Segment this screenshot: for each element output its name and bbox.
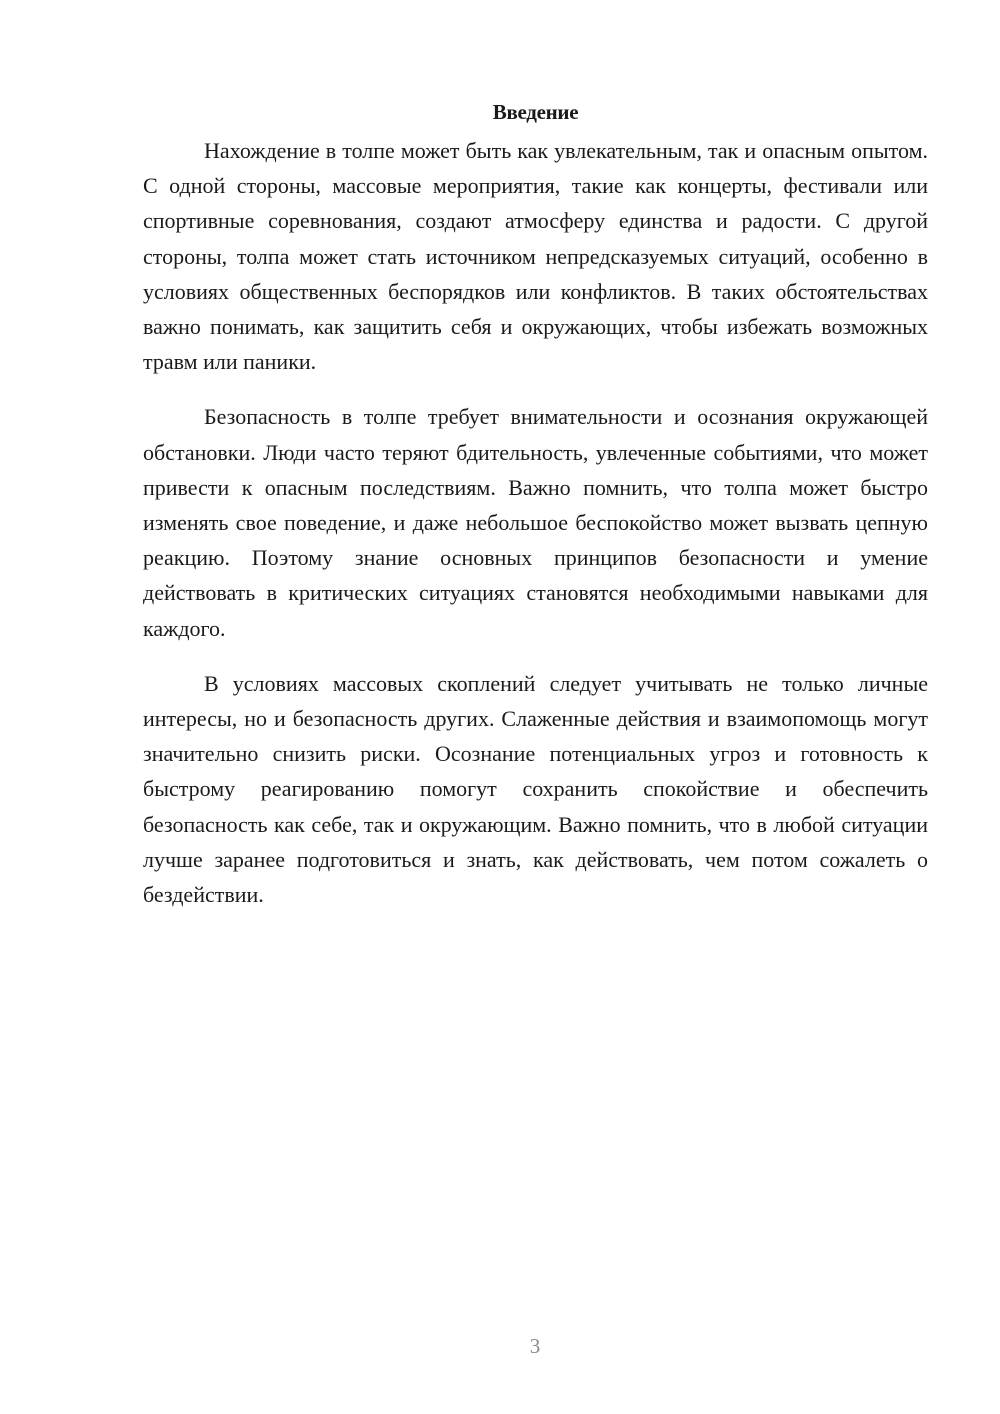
paragraph-1: Нахождение в толпе может быть как увлекательным, так и опасным опытом. С одной стороны, массовые мероприятия, такие как концерты, фестивали или спортивные соревнования, создают атмосферу единства и радости. С другой стороны, толпа может стать источником непредсказуемых ситуаций, особенно в условиях общественных беспорядков или конфликтов. В таких обстоятельствах важно понимать, как защитить себя и окружающих, чтобы избежать возможных травм или паники. (143, 138, 928, 375)
page-number: 3 (529, 1334, 541, 1358)
paragraph-3: В условиях массовых скоплений следует учитывать не только личные интересы, но и безопасность других. Слаженные действия и взаимопомощь могут значительно снизить риски. Осознание потенциальных угроз и готовность к быстрому реагированию помогут сохранить спокойствие и обеспечить безопасность как себе, так и окружающим. Важно помнить, что в любой ситуации лучше заранее подготовиться и знать, как действовать, чем потом сожалеть о бездействии. (143, 670, 928, 908)
paragraph-2: Безопасность в толпе требует внимательности и осознания окружающей обстановки. Люди часто теряют бдительность, увлеченные событиями, что может привести к опасным последствиям. Важно помнить, что толпа может быстро изменять свое поведение, и даже небольшое беспокойство может вызвать цепную реакцию. Поэтому знание основных принципов безопасности и умение действовать в критических ситуациях становятся необходимыми навыками для каждого. (143, 404, 928, 641)
page-content (143, 98, 928, 912)
section-heading: Введение (492, 100, 579, 124)
